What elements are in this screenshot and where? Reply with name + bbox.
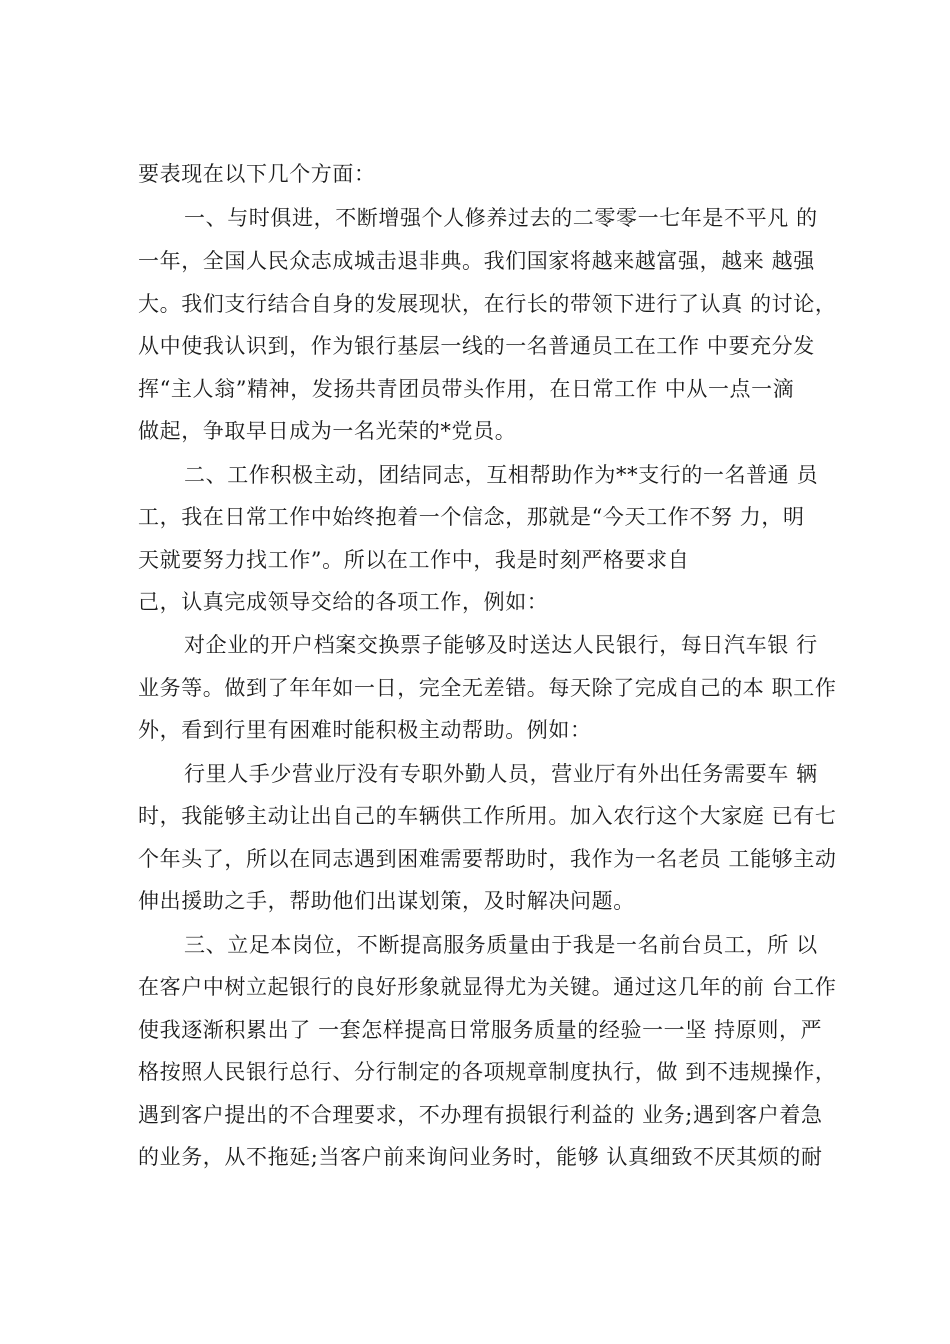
text-line: 己，认真完成领导交给的各项工作，例如： [138,590,549,614]
text-line: 工，我在日常工作中始终抱着一个信念，那就是“今天工作不努 力，明 [138,505,805,529]
text-line: 要表现在以下几个方面： [138,162,376,186]
text-line: 二、工作积极主动，团结同志，互相帮助作为**支行的一名普通 员 [184,463,819,487]
text-line: 的业务，从不拖延;当客户前来询问业务时，能够 认真细致不厌其烦的耐 [138,1145,823,1169]
text-line: 一年，全国人民众志成城击退非典。我们国家将越来越富强，越来 越强 [138,249,815,273]
text-line: 个年头了，所以在同志遇到困难需要帮助时，我作为一名老员 工能够主动 [138,847,837,871]
text-line: 挥“主人翁”精神，发扬共青团员带头作用，在日常工作 中从一点一滴 [138,377,795,401]
text-line: 使我逐渐积累出了 一套怎样提高日常服务质量的经验一一坚 持原则，严 [138,1018,823,1042]
text-line: 三、立足本岗位，不断提高服务质量由于我是一名前台员工，所 以 [184,933,818,957]
text-line: 时，我能够主动让出自己的车辆供工作所用。加入农行这个大家庭 已有七 [138,804,837,828]
text-line: 一、与时俱进，不断增强个人修养过去的二零零一七年是不平凡 的 [184,206,818,230]
text-line: 做起，争取早日成为一名光荣的*党员。 [138,419,517,443]
text-line: 伸出援助之手，帮助他们出谋划策，及时解决问题。 [138,889,635,913]
text-line: 从中使我认识到，作为银行基层一线的一名普通员工在工作 中要充分发 [138,334,815,358]
text-line: 行里人手少营业厅没有专职外勤人员，营业厅有外出任务需要车 辆 [184,762,818,786]
text-line: 业务等。做到了年年如一日，完全无差错。每天除了完成自己的本 职工作 [138,676,837,700]
text-line: 外，看到行里有困难时能积极主动帮助。例如： [138,718,592,742]
text-line: 遇到客户提出的不合理要求，不办理有损银行利益的 业务;遇到客户着急 [138,1103,823,1127]
text-line: 天就要努力找工作”。所以在工作中，我是时刻严格要求自 [138,548,690,572]
text-line: 大。我们支行结合自身的发展现状，在行长的带领下进行了认真 的讨论， [138,292,837,316]
text-line: 格按照人民银行总行、分行制定的各项规章制度执行，做 到不违规操作， [138,1060,837,1084]
text-line: 在客户中树立起银行的良好形象就显得尤为关键。通过这几年的前 台工作 [138,975,837,999]
text-line: 对企业的开户档案交换票子能够及时送达人民银行，每日汽车银 行 [184,633,818,657]
